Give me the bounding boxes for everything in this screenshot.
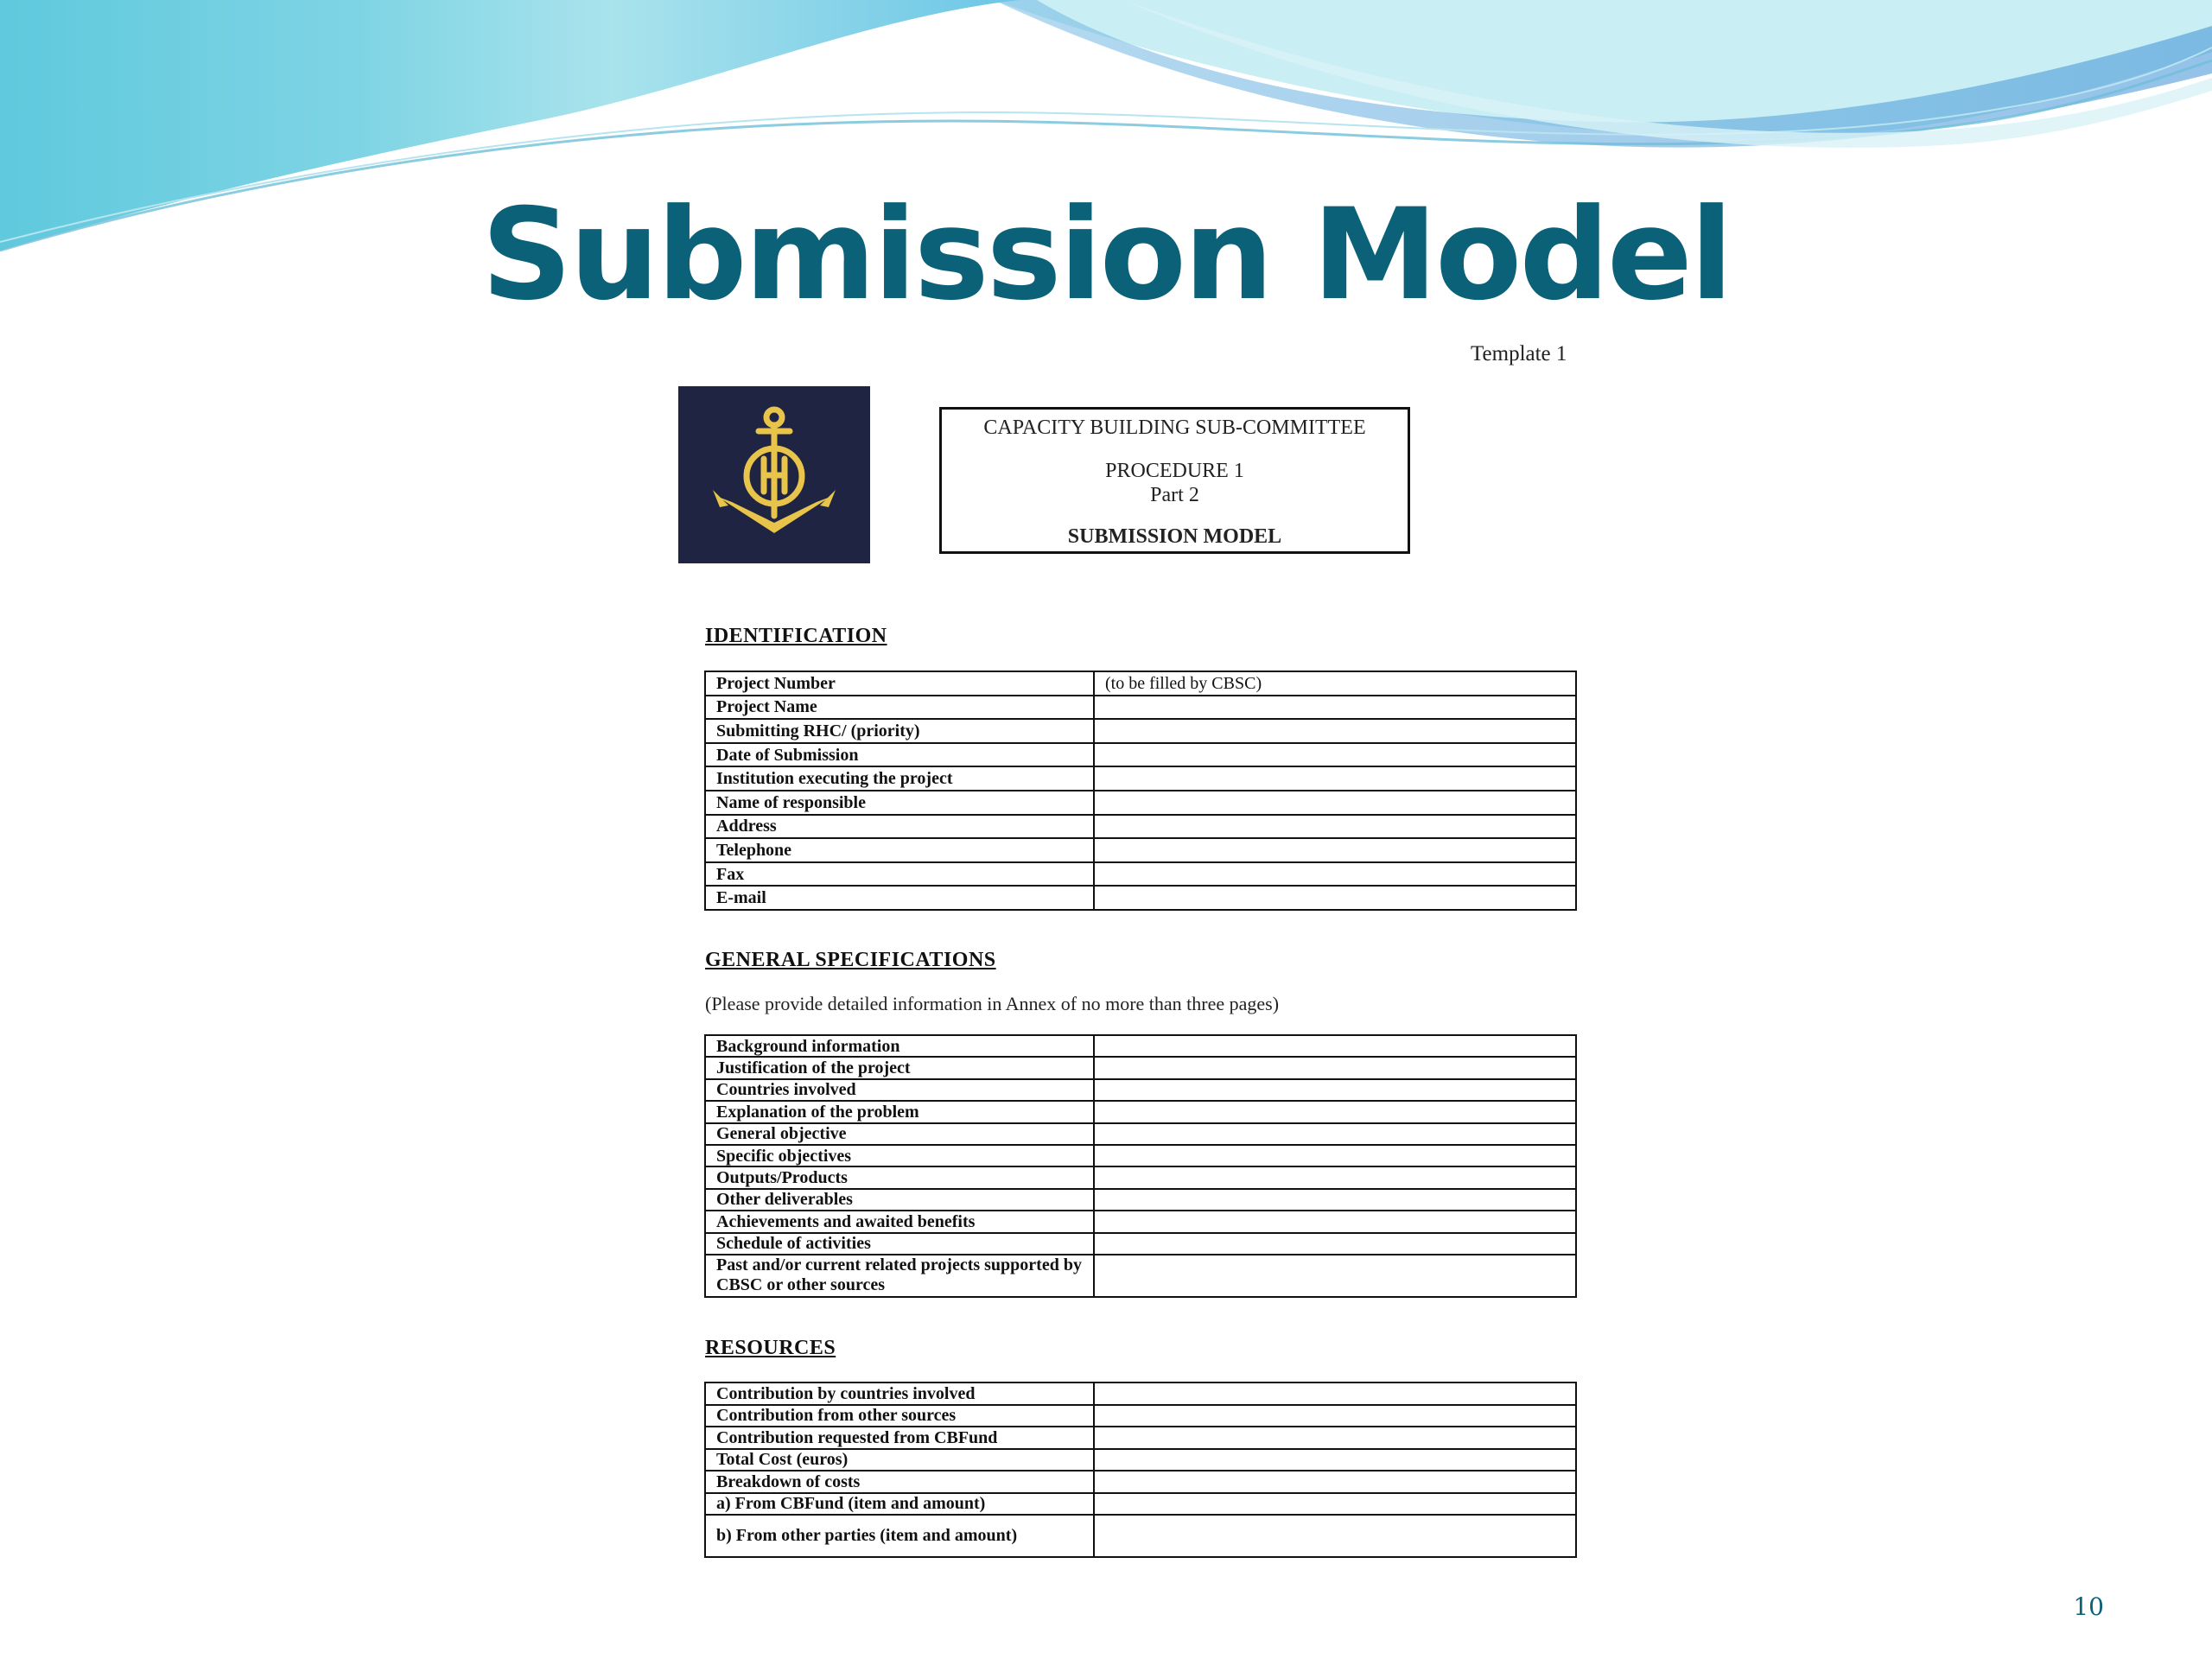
field-label: Address [705,815,1094,839]
field-label: Project Name [705,696,1094,720]
field-value[interactable] [1094,838,1576,862]
annex-note: (Please provide detailed information in Annex of no more than three pages) [705,993,1280,1014]
table-row [705,1449,1576,1471]
general-specifications-heading: GENERAL SPECIFICATIONS [705,949,996,971]
field-value[interactable] [1094,1493,1576,1516]
table-row [705,1405,1576,1427]
field-label: Explanation of the problem [705,1101,1094,1122]
table-row [705,1471,1576,1493]
document-header-box [939,407,1410,554]
field-value[interactable] [1094,886,1576,910]
field-label: b) From other parties (item and amount) [705,1515,1094,1557]
field-label: Name of responsible [705,791,1094,815]
table-row [705,719,1576,743]
field-label: Project Number [705,671,1094,696]
table-row [705,1079,1576,1101]
table-row [705,1101,1576,1122]
field-label: a) From CBFund (item and amount) [705,1493,1094,1516]
slide-title: Submission Model [481,181,1731,328]
field-label: Date of Submission [705,743,1094,767]
field-value[interactable]: (to be filled by CBSC) [1094,671,1576,696]
table-row [705,791,1576,815]
committee-name: CAPACITY BUILDING SUB-COMMITTEE [983,416,1366,439]
table-row [705,1255,1576,1297]
field-value[interactable] [1094,1123,1576,1145]
field-label: Contribution requested from CBFund [705,1427,1094,1449]
field-value[interactable] [1094,1035,1576,1057]
field-value[interactable] [1094,1427,1576,1449]
page-number: 10 [2073,1592,2104,1621]
table-row [705,1166,1576,1188]
field-value[interactable] [1094,1449,1576,1471]
field-value[interactable] [1094,1515,1576,1557]
field-label: Background information [705,1035,1094,1057]
imo-logo [678,386,870,563]
field-value[interactable] [1094,1079,1576,1101]
form-title: SUBMISSION MODEL [1067,525,1282,548]
field-value[interactable] [1094,1405,1576,1427]
field-value[interactable] [1094,1471,1576,1493]
table-row [705,1057,1576,1078]
resources-table [704,1382,1577,1558]
field-label: Outputs/Products [705,1166,1094,1188]
table-row [705,815,1576,839]
table-row [705,1211,1576,1232]
table-row [705,1382,1576,1405]
field-value[interactable] [1094,1101,1576,1122]
table-row [705,766,1576,791]
table-row [705,862,1576,887]
field-label: Specific objectives [705,1145,1094,1166]
field-label: Schedule of activities [705,1233,1094,1255]
field-value[interactable] [1094,743,1576,767]
field-label: Breakdown of costs [705,1471,1094,1493]
table-row [705,743,1576,767]
field-label: Other deliverables [705,1189,1094,1211]
table-row [705,1035,1576,1057]
part-label: Part 2 [1150,484,1199,506]
field-label: Total Cost (euros) [705,1449,1094,1471]
field-label: Countries involved [705,1079,1094,1101]
field-label: Fax [705,862,1094,887]
resources-heading: RESOURCES [705,1337,836,1359]
anchor-emblem-icon [678,386,870,563]
field-label: Contribution by countries involved [705,1382,1094,1405]
table-row [705,838,1576,862]
table-row [705,886,1576,910]
field-value[interactable] [1094,1211,1576,1232]
table-row [705,671,1576,696]
field-label: Submitting RHC/ (priority) [705,719,1094,743]
table-row [705,1189,1576,1211]
field-label: Contribution from other sources [705,1405,1094,1427]
field-value[interactable] [1094,719,1576,743]
identification-table [704,671,1577,911]
field-value[interactable] [1094,766,1576,791]
template-label: Template 1 [1471,342,1567,365]
table-row [705,1427,1576,1449]
field-label: E-mail [705,886,1094,910]
field-value[interactable] [1094,1145,1576,1166]
field-value[interactable] [1094,862,1576,887]
table-row [705,1493,1576,1516]
table-row [705,696,1576,720]
field-label: General objective [705,1123,1094,1145]
table-row [705,1123,1576,1145]
field-value[interactable] [1094,1189,1576,1211]
field-label: Telephone [705,838,1094,862]
identification-heading: IDENTIFICATION [705,625,887,647]
field-label: Institution executing the project [705,766,1094,791]
field-value[interactable] [1094,1255,1576,1297]
procedure-label: PROCEDURE 1 [1105,460,1244,482]
field-value[interactable] [1094,696,1576,720]
table-row [705,1233,1576,1255]
table-row [705,1515,1576,1557]
field-value[interactable] [1094,1057,1576,1078]
field-value[interactable] [1094,1233,1576,1255]
field-value[interactable] [1094,791,1576,815]
field-label: Justification of the project [705,1057,1094,1078]
field-value[interactable] [1094,1382,1576,1405]
general-specifications-table [704,1034,1577,1298]
field-label: Past and/or current related projects supported by CBSC or other sources [705,1255,1094,1297]
table-row [705,1145,1576,1166]
field-value[interactable] [1094,1166,1576,1188]
field-label: Achievements and awaited benefits [705,1211,1094,1232]
field-value[interactable] [1094,815,1576,839]
